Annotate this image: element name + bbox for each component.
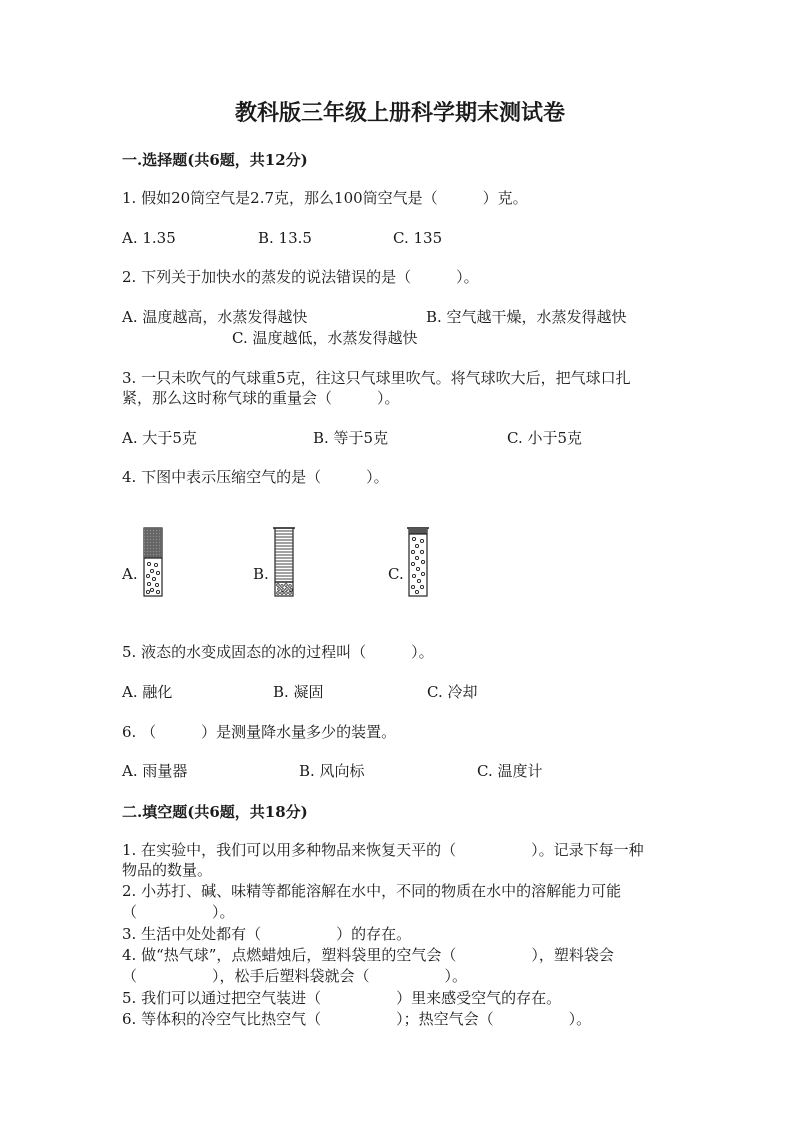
fill-line: 3. 生活中处处都有（ ）的存在。 <box>122 925 412 943</box>
fill-line: （ ），松手后塑料袋就会（ ）。 <box>122 967 468 985</box>
option-b: B. 凝固 <box>273 683 324 701</box>
fill-line: 6. 等体积的冷空气比热空气（ ）；热空气会（ ）。 <box>122 1010 592 1028</box>
cylinder-figure-a <box>140 526 166 598</box>
option-a: A. 雨量器 <box>122 762 188 780</box>
cylinder-figure-b <box>271 524 297 600</box>
question-stem: 4. 下图中表示压缩空气的是（ ）。 <box>122 468 389 486</box>
option-a: A. 大于5克 <box>122 429 197 447</box>
option-b: B. 等于5克 <box>313 429 389 447</box>
option-b: B. <box>253 565 269 583</box>
option-a: A. 1.35 <box>122 229 176 247</box>
question-stem-line1: 3. 一只未吹气的气球重5克，往这只气球里吹气。将气球吹大后，把气球口扎 <box>122 369 631 387</box>
option-c: C. <box>388 565 404 583</box>
option-c: C. 135 <box>393 229 443 247</box>
page-title: 教科版三年级上册科学期末测试卷 <box>234 100 565 126</box>
option-c: C. 温度计 <box>477 762 543 780</box>
option-b: B. 风向标 <box>299 762 365 780</box>
fill-line: （ ）。 <box>122 903 235 921</box>
fill-line: 4. 做“热气球”，点燃蜡烛后，塑料袋里的空气会（ ），塑料袋会 <box>122 946 614 964</box>
option-a: A. 融化 <box>122 683 173 701</box>
section-heading: 二.填空题(共6题，共18分) <box>122 803 308 821</box>
option-c: C. 小于5克 <box>507 429 583 447</box>
option-b: B. 13.5 <box>258 229 312 247</box>
cylinder-figure-c <box>405 524 431 598</box>
question-stem: 2. 下列关于加快水的蒸发的说法错误的是（ ）。 <box>122 268 479 286</box>
fill-line: 1. 在实验中，我们可以用多种物品来恢复天平的（ ）。记录下每一种 <box>122 841 644 859</box>
option-c: C. 冷却 <box>427 683 478 701</box>
question-stem-line2: 紧，那么这时称气球的重量会（ ）。 <box>122 389 400 407</box>
fill-line: 2. 小苏打、碱、味精等都能溶解在水中，不同的物质在水中的溶解能力可能 <box>122 882 622 900</box>
question-stem: 1. 假如20筒空气是2.7克，那么100筒空气是（ ）克。 <box>122 189 528 207</box>
question-stem: 6. （ ）是测量降水量多少的装置。 <box>122 723 397 741</box>
option-b: B. 空气越干燥，水蒸发得越快 <box>426 308 627 326</box>
option-a: A. 温度越高，水蒸发得越快 <box>122 308 308 326</box>
fill-line: 物品的数量。 <box>122 861 213 879</box>
question-stem: 5. 液态的水变成固态的冰的过程叫（ ）。 <box>122 643 434 661</box>
fill-line: 5. 我们可以通过把空气装进（ ）里来感受空气的存在。 <box>122 989 562 1007</box>
option-a: A. <box>122 565 138 583</box>
section-heading: 一.选择题(共6题，共12分) <box>122 151 308 169</box>
option-c: C. 温度越低，水蒸发得越快 <box>232 329 418 347</box>
